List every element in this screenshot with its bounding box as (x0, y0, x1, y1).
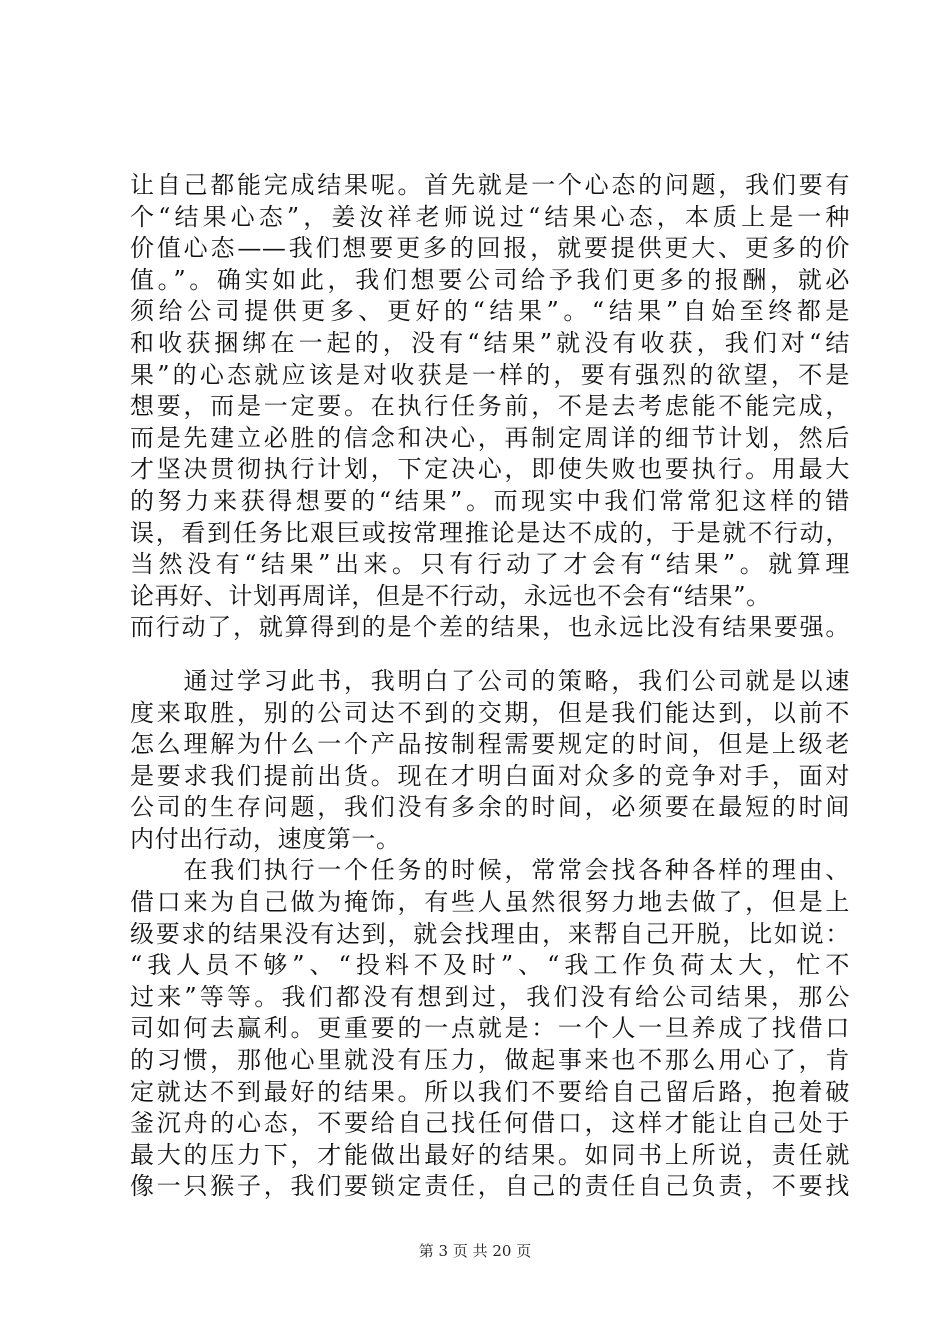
text-line: 值。”。确实如此，我们想要公司给予我们更多的报酬，就必 (130, 265, 850, 294)
text-line: 须给公司提供更多、更好的“结果”。“结果”自始至终都是 (130, 297, 850, 326)
text-line: 的习惯，那他心里就没有压力，做起事来也不那么用心了，肯 (130, 1046, 850, 1075)
text-line: 怎么理解为什么一个产品按制程需要规定的时间，但是上级老 (130, 730, 850, 759)
page-footer (0, 1240, 950, 1261)
text-line: 过来”等等。我们都没有想到过，我们没有给公司结果，那公 (130, 982, 850, 1011)
text-line: 价值心态——我们想要更多的回报，就要提供更大、更多的价 (130, 234, 850, 263)
text-line: “我人员不够”、“投料不及时”、“我工作负荷太大，忙不 (130, 951, 850, 980)
text-line: 而行动了，就算得到的是个差的结果，也永远比没有结果要强。 (130, 613, 850, 642)
text-line: 果”的心态就应该是对收获是一样的，要有强烈的欲望，不是 (130, 360, 850, 389)
paragraph-1 (130, 170, 850, 644)
text-line: 度来取胜，别的公司达不到的交期，但是我们能达到，以前不 (130, 698, 850, 727)
body-text (130, 170, 850, 1203)
text-line: 最大的压力下，才能做出最好的结果。如同书上所说，责任就 (130, 1140, 850, 1169)
paragraph-spacer (130, 644, 850, 666)
text-line: 定就达不到最好的结果。所以我们不要给自己留后路，抱着破 (130, 1077, 850, 1106)
text-line: 通过学习此书，我明白了公司的策略，我们公司就是以速 (130, 666, 850, 695)
text-line: 公司的生存问题，我们没有多余的时间，必须要在最短的时间 (130, 793, 850, 822)
text-line: 当然没有“结果”出来。只有行动了才会有“结果”。就算理 (130, 550, 850, 579)
text-line: 像一只猴子，我们要锁定责任，自己的责任自己负责，不要找 (130, 1172, 850, 1201)
text-line: 个“结果心态”，姜汝祥老师说过“结果心态，本质上是一种 (130, 202, 850, 231)
text-line: 想要，而是一定要。在执行任务前，不是去考虑能不能完成， (130, 392, 850, 421)
paragraph-2 (130, 666, 850, 856)
text-line: 让自己都能完成结果呢。首先就是一个心态的问题，我们要有 (130, 171, 850, 199)
text-line: 级要求的结果没有达到，就会找理由，来帮自己开脱，比如说： (130, 919, 850, 948)
page-number: 第 3 页 共 20 页 (418, 1242, 532, 1260)
text-line: 釜沉舟的心态，不要给自己找任何借口，这样才能让自己处于 (130, 1109, 850, 1138)
text-line: 在我们执行一个任务的时候，常常会找各种各样的理由、 (130, 856, 850, 885)
text-line: 是要求我们提前出货。现在才明白面对众多的竞争对手，面对 (130, 761, 850, 790)
text-line: 误，看到任务比艰巨或按常理推论是达不成的，于是就不行动， (130, 518, 850, 547)
text-line: 论再好、计划再周详，但是不行动，永远也不会有“结果”。 (130, 581, 771, 610)
text-line: 借口来为自己做为掩饰，有些人虽然很努力地去做了，但是上 (130, 888, 850, 917)
text-line: 的努力来获得想要的“结果”。而现实中我们常常犯这样的错 (130, 486, 850, 515)
text-line: 而是先建立必胜的信念和决心，再制定周详的细节计划，然后 (130, 423, 850, 452)
text-line: 才坚决贯彻执行计划，下定决心，即使失败也要执行。用最大 (130, 455, 850, 484)
paragraph-3 (130, 855, 850, 1203)
text-line: 和收获捆绑在一起的，没有“结果”就没有收获，我们对“结 (130, 328, 850, 357)
text-line: 内付出行动，速度第一。 (130, 824, 401, 853)
text-line: 司如何去赢利。更重要的一点就是：一个人一旦养成了找借口 (130, 1014, 850, 1043)
